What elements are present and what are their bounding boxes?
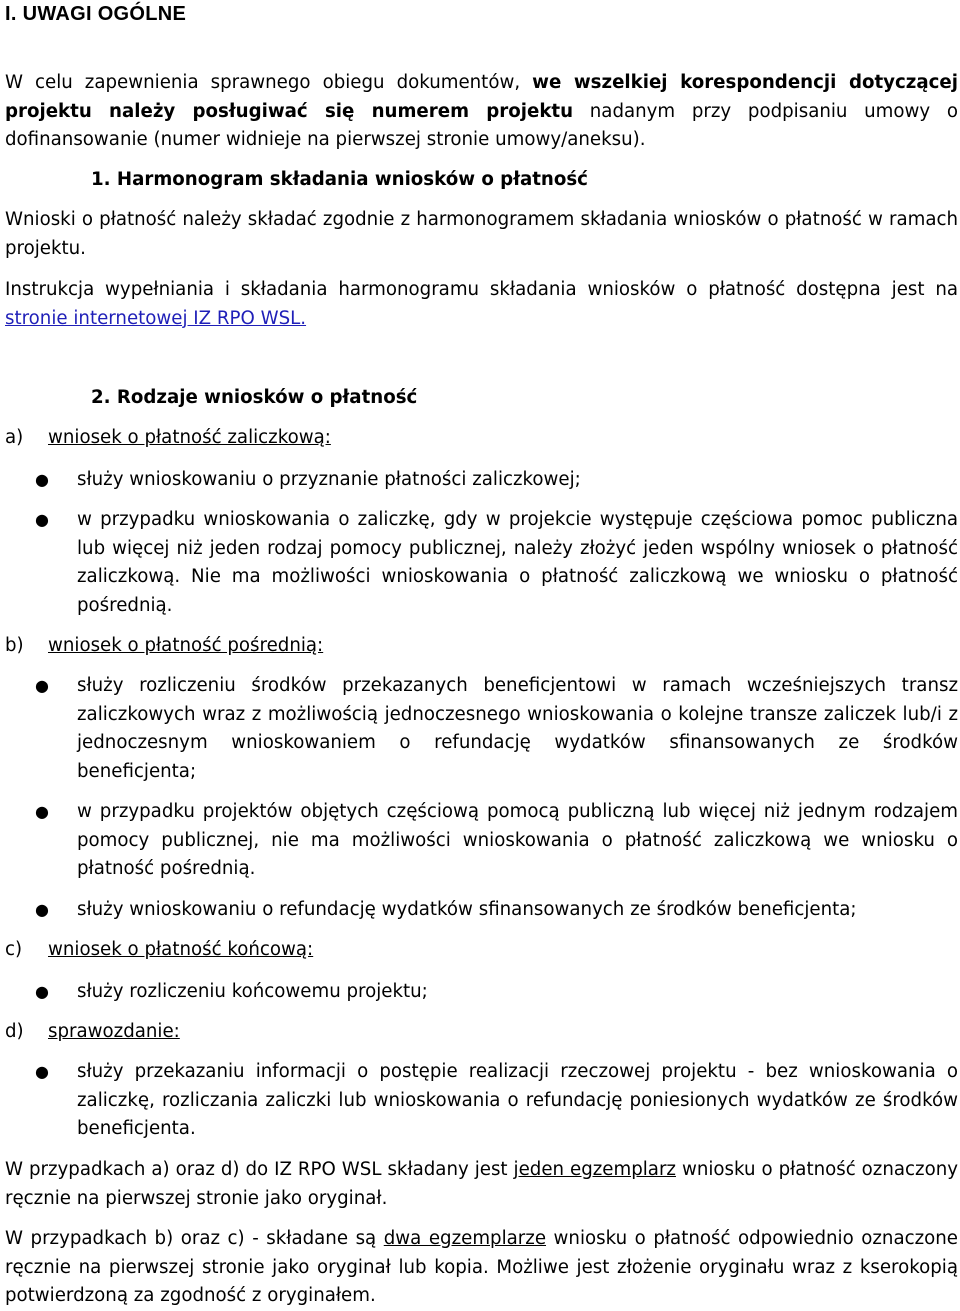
section-1-paragraph-1: Wnioski o płatność należy składać zgodnie z harmonogramem składania wniosków o płatność w ramach projektu. [5,209,958,259]
bullet-a-1-text: służy wnioskowaniu o przyznanie płatności zaliczkowej; [77,469,581,490]
bullet-a-1 [35,466,958,495]
bullet-a-2 [35,506,958,620]
bullet-dot: ● [35,802,49,821]
item-d-title: sprawozdanie: [48,1021,180,1042]
closing-1-underlined: jeden egzemplarz [513,1159,676,1180]
item-b-label: b) [5,635,24,656]
bullet-b-2-text: w przypadku projektów objętych częściową pomocą publiczną lub więcej niż jednym rodzajem pomocy publicznej, nie ma możliwości wnioskowania o płatność zaliczkową we wniosku o płatność pośrednią. [77,801,958,879]
item-c-label: c) [5,939,23,960]
bullet-a-2-text: w przypadku wnioskowania o zaliczkę, gdy w projekcie występuje częściowa pomoc publiczna lub więcej niż jeden rodzaj pomocy publicznej, należy złożyć jeden wspólny wniosek o płatność zaliczkową. Nie ma możliwości wnioskowania o płatność zaliczkową we wniosku o płatność pośrednią. [77,509,958,616]
closing-2-text-b: wniosku o płatność odpowiednio oznaczone ręcznie na pierwszej stronie jako oryginał lub kopia. Możliwe jest złożenie oryginału wraz z kserokopią potwierdzoną za zgodność z oryginałem. [5,1228,958,1306]
bullet-b-1-text: służy rozliczeniu środków przekazanych beneficjentowi w ramach wcześniejszych transz zaliczkowych wraz z możliwością jednoczesnego wnioskowania o kolejne transze zaliczek lub/i z jednoczesnym wnioskowaniem o refundację wydatków sfinansowanych ze środków beneficjenta; [77,675,958,782]
section-1-title: 1. Harmonogram składania wniosków o płatność [91,169,588,190]
item-c-title: wniosek o płatność końcową: [48,939,314,960]
item-a-title: wniosek o płatność zaliczkową: [48,427,331,448]
closing-2-underlined: dwa egzemplarze [383,1228,547,1249]
bullet-b-2 [35,798,958,884]
closing-2-text-a: W przypadkach b) oraz c) - składane są [5,1228,384,1249]
bullet-dot: ● [35,1062,49,1081]
closing-paragraph-2 [5,1225,958,1311]
bullet-b-3 [35,896,958,925]
closing-1-text-b: wniosku o płatność oznaczony ręcznie na pierwszej stronie jako oryginał. [5,1159,958,1209]
bullet-d-1 [35,1058,958,1144]
item-a-label: a) [5,427,24,448]
bullet-d-1-text: służy przekazaniu informacji o postępie realizacji rzeczowej projektu - bez wnioskowania o zaliczkę, rozliczania zaliczki lub wnioskowania o refundację poniesionych wydatków ze środków beneficjenta. [77,1061,958,1139]
bullet-b-1 [35,672,958,786]
bullet-dot: ● [35,470,49,489]
bullet-b-3-text: służy wnioskowaniu o refundację wydatków sfinansowanych ze środków beneficjenta; [77,899,857,920]
intro-text-2: nadanym przy podpisaniu umowy o dofinansowanie (numer widnieje na pierwszej stronie umowy/aneksu). [5,100,958,150]
section-2-title: 2. Rodzaje wniosków o płatność [91,387,418,408]
section-1-paragraph-2-text: Instrukcja wypełniania i składania harmonogramu składania wniosków o płatność dostępna jest na [5,279,958,300]
bullet-c-1-text: służy rozliczeniu końcowemu projektu; [77,981,428,1002]
item-b-title: wniosek o płatność pośrednią: [48,635,324,656]
iz-rpo-website-link[interactable]: stronie internetowej IZ RPO WSL. [5,307,307,329]
closing-paragraph-1 [5,1156,958,1213]
bullet-dot: ● [35,982,49,1001]
document-heading: I. UWAGI OGÓLNE [5,3,187,25]
bullet-dot: ● [35,510,49,529]
bullet-c-1 [35,978,958,1007]
bullet-dot: ● [35,900,49,919]
intro-bold-text: we wszelkiej korespondencji dotyczącej projektu należy posługiwać się numerem projektu [5,72,958,122]
intro-paragraph [5,69,958,155]
item-d-label: d) [5,1021,24,1042]
intro-text-1: W celu zapewnienia sprawnego obiegu dokumentów, [5,72,533,93]
section-1-paragraph-2 [5,276,958,333]
closing-1-text-a: W przypadkach a) oraz d) do IZ RPO WSL składany jest [5,1159,514,1180]
bullet-dot: ● [35,676,49,695]
